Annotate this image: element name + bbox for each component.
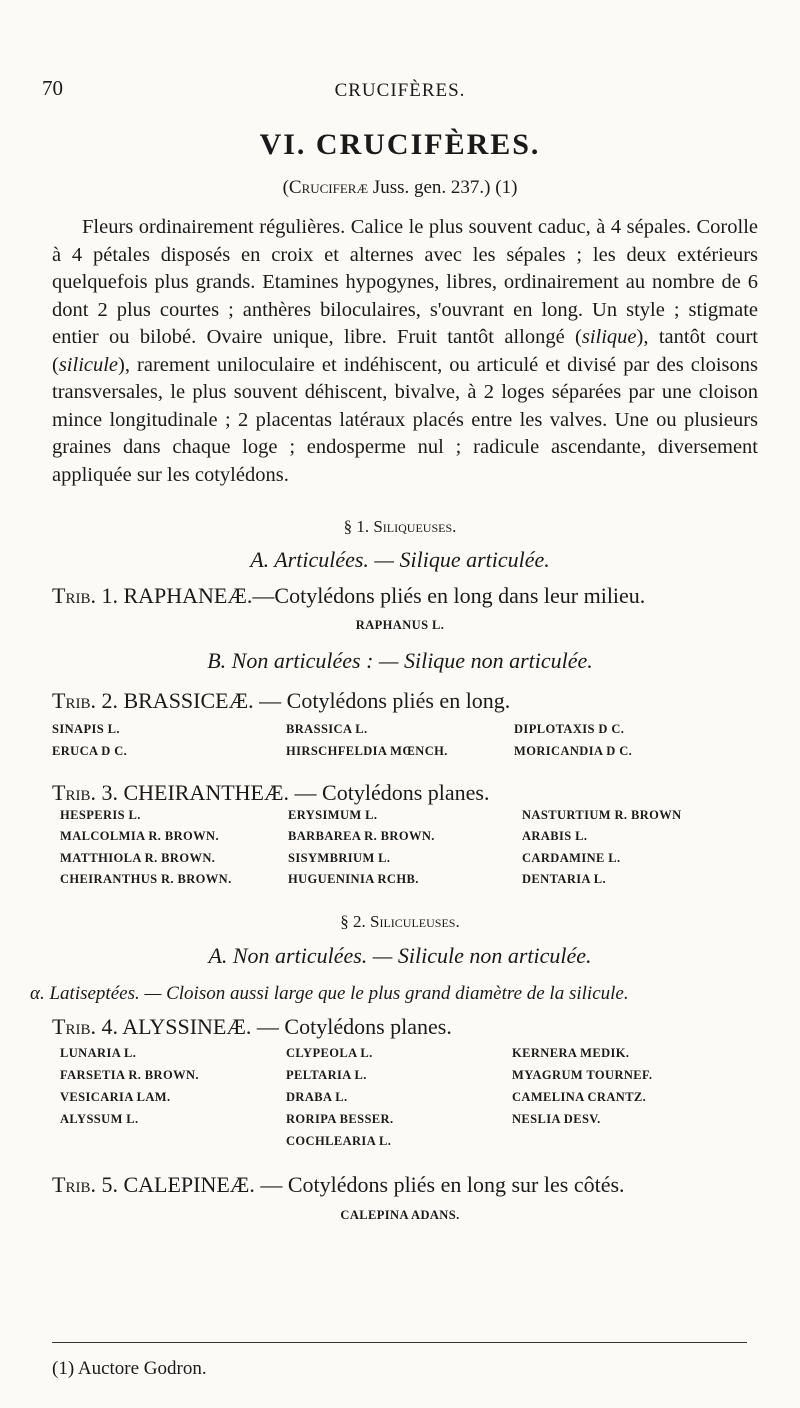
subtitle-pre: ( <box>282 177 289 198</box>
tribe-3-line <box>52 780 772 806</box>
section-1-sub-b <box>0 648 800 674</box>
tribe-3-text: CHEIRANTHEÆ. — Cotylédons planes. <box>117 780 490 805</box>
genus-name: DENTARIA L. <box>522 872 607 886</box>
genus-name: COCHLEARIA L. <box>286 1134 392 1148</box>
section-1-sub-b-text: B. Non articulées : — Silique non articulée. <box>207 648 593 673</box>
genus-name: MORICANDIA D C. <box>514 744 633 758</box>
tribe-5-text: CALEPINEÆ. — Cotylédons pliés en long sur les côtés. <box>117 1172 625 1197</box>
genus-row <box>52 1046 772 1066</box>
intro-term-silicule: silicule <box>58 353 119 376</box>
genus-name: LUNARIA L. <box>60 1046 137 1060</box>
genus-row <box>52 1112 772 1132</box>
tribe-5-genus: CALEPINA ADANS. <box>340 1208 460 1222</box>
intro-paragraph <box>52 214 758 489</box>
footnote: (1) Auctore Godron. <box>52 1358 207 1379</box>
tribe-3-label: Trib. 3. <box>52 780 118 805</box>
footnote-rule <box>52 1342 747 1343</box>
chapter-subtitle <box>0 177 800 199</box>
subtitle-family: Cruciferæ <box>288 177 369 198</box>
tribe-5-line <box>52 1172 772 1198</box>
section-2-sub-a-text: A. Non articulées. — Silicule non articulée. <box>208 943 592 968</box>
genus-row <box>52 1090 772 1110</box>
genus-name: NASTURTIUM R. BROWN <box>522 808 682 822</box>
subtitle-post: Juss. gen. 237.) (1) <box>368 177 518 198</box>
genus-name: HESPERIS L. <box>60 808 141 822</box>
genus-name: ERUCA D C. <box>52 744 128 758</box>
tribe-4-text: ALYSSINEÆ. — Cotylédons planes. <box>117 1014 452 1039</box>
genus-name: SINAPIS L. <box>52 722 120 736</box>
genus-row <box>52 1134 772 1154</box>
genus-row <box>52 829 772 849</box>
genus-name: CHEIRANTHUS R. BROWN. <box>60 872 232 886</box>
genus-name: ALYSSUM L. <box>60 1112 139 1126</box>
tribe-2-label: Trib. 2. <box>52 688 118 713</box>
genus-name: MATTHIOLA R. BROWN. <box>60 851 216 865</box>
chapter-title: VI. CRUCIFÈRES. <box>259 128 541 161</box>
genus-name: FARSETIA R. BROWN. <box>60 1068 199 1082</box>
intro-part1: Fleurs ordinairement régulières. Calice le plus souvent caduc, à 4 sépales. Corolle à 4 pétales disposés en croix et alternes avec les sépales ; les deux extérieurs quelquefois plus grands. Etamines hypogynes, libres, ordinairement au nombre de 6 dont 2 plus courtes ; anthères biloculaires, s'ouvrant en long. Un style ; stigmate entier ou bilobé. Ovaire unique, libre. Fruit tantôt allongé ( <box>52 216 758 348</box>
section-1-sub-a <box>0 547 800 573</box>
genus-row <box>52 722 772 742</box>
intro-part3: ), rarement uniloculaire et indéhiscent, ou articulé et divisé par des cloisons transversales, le plus souvent déhiscent, bivalve, à 2 loges séparées par une cloison mince longitudinale ; 2 placentas latéraux placés entre les valves. Une ou plusieurs graines dans chaque loge ; endosperme nul ; radicule ascendante, diversement appliquée sur les cotylédons. <box>52 353 758 486</box>
section-2-title: § 2. Siliculeuses. <box>340 912 460 931</box>
genus-name: CAMELINA CRANTZ. <box>512 1090 647 1104</box>
genus-name: DRABA L. <box>286 1090 348 1104</box>
tribe-4-label: Trib. 4. <box>52 1014 118 1039</box>
tribe-1-genus: RAPHANUS L. <box>355 618 445 632</box>
tribe-2-text: BRASSICEÆ. — Cotylédons pliés en long. <box>117 688 511 713</box>
genus-row <box>52 744 772 764</box>
genus-row <box>52 872 772 892</box>
page-number: 70 <box>42 76 63 100</box>
intro-part2: ), tantôt court ( <box>52 326 759 376</box>
genus-row <box>52 808 772 828</box>
genus-name: CLYPEOLA L. <box>286 1046 373 1060</box>
genus-name: ARABIS L. <box>522 829 588 843</box>
section-2-sub-a <box>0 943 800 969</box>
genus-name: MALCOLMIA R. BROWN. <box>60 829 219 843</box>
genus-name: PELTARIA L. <box>286 1068 367 1082</box>
tribe-4-line <box>52 1014 772 1040</box>
tribe-1-label: Trib. 1. <box>52 583 118 608</box>
genus-name: NESLIA DESV. <box>512 1112 601 1126</box>
tribe-1-text: RAPHANEÆ.—Cotylédons pliés en long dans leur milieu. <box>117 583 646 608</box>
genus-name: CARDAMINE L. <box>522 851 621 865</box>
genus-row <box>52 851 772 871</box>
genus-name: HUGUENINIA RCHB. <box>288 872 419 886</box>
intro-term-silique: silique <box>581 326 637 348</box>
latiseptees-line: α. Latiseptées. — Cloison aussi large que le plus grand diamètre de la silicule. <box>30 983 629 1004</box>
section-1-sub-a-text: A. Articulées. — Silique articulée. <box>250 547 550 572</box>
running-title: CRUCIFÈRES. <box>334 80 466 101</box>
genus-name: VESICARIA LAM. <box>60 1090 171 1104</box>
genus-name: KERNERA MEDIK. <box>512 1046 630 1060</box>
section-1-title: § 1. Siliqueuses. <box>343 517 457 536</box>
genus-name: SISYMBRIUM L. <box>288 851 391 865</box>
genus-name: RORIPA BESSER. <box>286 1112 394 1126</box>
genus-name: MYAGRUM TOURNEF. <box>512 1068 653 1082</box>
genus-row <box>52 1068 772 1088</box>
tribe-5-label: Trib. 5. <box>52 1172 118 1197</box>
genus-name: HIRSCHFELDIA MŒNCH. <box>286 744 448 758</box>
genus-name: ERYSIMUM L. <box>288 808 378 822</box>
genus-name: DIPLOTAXIS D C. <box>514 722 625 736</box>
tribe-2-line <box>52 688 772 714</box>
genus-name: BARBAREA R. BROWN. <box>288 829 435 843</box>
tribe-1-line <box>52 583 772 609</box>
genus-name: BRASSICA L. <box>286 722 368 736</box>
